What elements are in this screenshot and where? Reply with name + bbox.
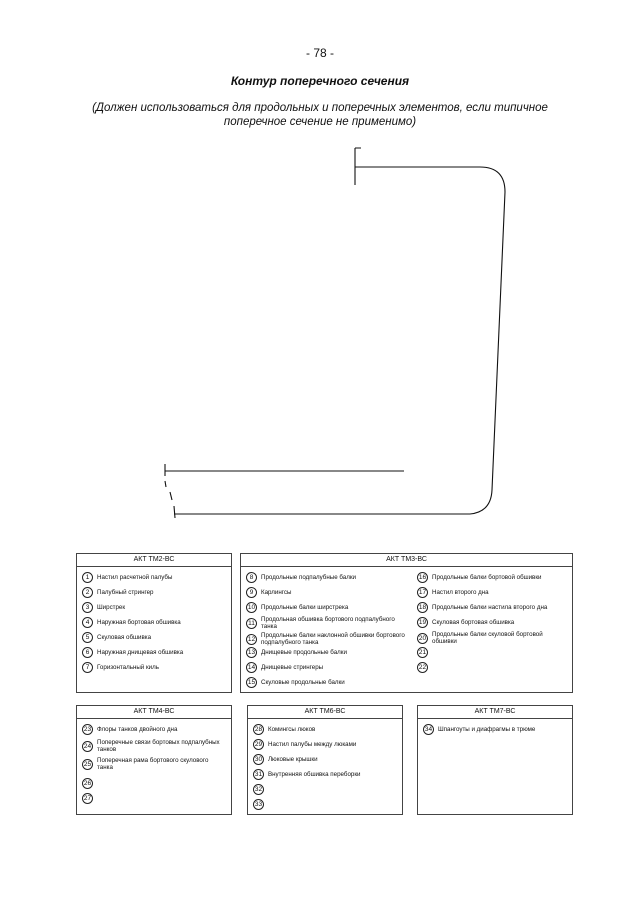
tm3-item [246, 602, 348, 613]
item-number: 32 [254, 786, 263, 793]
tm2-item [82, 632, 151, 643]
item-number: 1 [82, 572, 93, 583]
item-number: 3 [82, 602, 93, 613]
item-number: 7 [82, 662, 93, 673]
tm4-item [82, 739, 222, 753]
item-number: 2 [82, 587, 93, 598]
item-label: Продольная обшивка бортового подпалубного танка [261, 616, 395, 630]
item-label: Карлингсы [261, 589, 292, 596]
item-label: Скуловая бортовая обшивка [432, 619, 515, 626]
tm2-item [82, 572, 172, 583]
tm3-item [246, 572, 356, 583]
item-number: 13 [247, 649, 256, 656]
page-number: - 78 - [305, 46, 334, 60]
tm4-box [76, 705, 232, 815]
item-number: 11 [246, 618, 257, 629]
page-title: Контур поперечного сечения [230, 74, 410, 88]
tm3-item [246, 677, 345, 688]
item-label: Скуловая обшивка [97, 634, 152, 641]
item-label: Днищевые продольные балки [261, 649, 347, 656]
tm4-header: АКТ ТМ4-ВС [77, 706, 231, 719]
item-number: 30 [254, 756, 263, 763]
tm6-item [253, 769, 361, 780]
item-number: 4 [82, 617, 93, 628]
item-number: 5 [82, 632, 93, 643]
item-number: 29 [254, 741, 263, 748]
tm3-item [417, 572, 542, 583]
tm3-item [246, 632, 406, 646]
item-label: Настил расчетной палубы [97, 574, 173, 581]
item-number: 23 [83, 726, 92, 733]
item-label: Флоры танков двойного дна [97, 726, 178, 733]
hull-outline [174, 167, 505, 514]
tm6-box [247, 705, 403, 815]
item-number: 15 [247, 679, 256, 686]
item-label: Наружная бортовая обшивка [97, 619, 181, 626]
tm6-item [253, 754, 318, 765]
item-label: Комингсы люков [268, 726, 316, 733]
tm2-item [82, 587, 154, 598]
tm3-item [246, 662, 323, 673]
tm3-item [246, 647, 347, 658]
item-number: 27 [83, 795, 92, 802]
item-number: 25 [83, 760, 92, 768]
tm7-item [423, 724, 535, 735]
item-label: Горизонтальный киль [97, 664, 159, 671]
item-number: 10 [247, 604, 256, 611]
item-number: 9 [246, 587, 257, 598]
item-number: 20 [418, 634, 427, 642]
tm3-item [417, 662, 432, 673]
tm2-item [82, 647, 183, 658]
tm2-item [82, 662, 159, 673]
item-label: Наружная днищевая обшивка [97, 649, 184, 656]
item-number: 28 [254, 726, 263, 733]
keel-break-line [165, 464, 175, 518]
item-number: 16 [418, 574, 427, 581]
tm3-item [417, 602, 547, 613]
tm7-header: АКТ ТМ7-ВС [418, 706, 572, 719]
item-label: Днищевые стрингеры [261, 664, 324, 671]
tm4-item [82, 757, 222, 771]
tm7-box [417, 705, 573, 815]
item-label: Шпангоуты и диафрагмы в трюме [438, 726, 536, 733]
tm3-header: АКТ ТМ3-ВС [241, 554, 572, 567]
tm2-box [76, 553, 232, 693]
item-label: Ширстрек [97, 604, 126, 611]
item-label: Продольные балки настила второго дна [432, 604, 548, 611]
item-number: 31 [254, 771, 263, 778]
item-label: Продольные балки наклонной обшивки бортового подпалубного танка [261, 632, 405, 646]
item-number: 6 [82, 647, 93, 658]
item-number: 26 [83, 780, 92, 787]
item-number: 34 [424, 726, 433, 733]
tm4-item [82, 778, 97, 789]
item-label: Продольные подпалубные балки [261, 574, 356, 581]
tm3-item [246, 616, 396, 630]
item-label: Скуловые продольные балки [261, 679, 345, 686]
tm6-item [253, 724, 315, 735]
item-number: 17 [418, 589, 427, 596]
tm4-item [82, 793, 97, 804]
item-label: Продольные балки скуловой бортовой обшивки [432, 631, 543, 645]
tm2-item [82, 617, 181, 628]
item-label: Люковые крышки [268, 756, 318, 763]
tm6-item [253, 739, 356, 750]
item-number: 14 [247, 664, 256, 671]
item-label: Поперечная рама бортового скулового танка [97, 757, 209, 771]
item-label: Настил палубы между люками [268, 741, 357, 748]
item-number: 22 [418, 664, 427, 671]
tm6-item [253, 799, 268, 810]
item-label: Внутренняя обшивка переборки [268, 771, 361, 778]
item-label: Поперечные связи бортовых подпалубных танков [97, 739, 220, 753]
tm3-item [417, 647, 432, 658]
item-label: Продольные балки бортовой обшивки [432, 574, 542, 581]
tm3-item [417, 587, 489, 598]
tm6-item [253, 784, 268, 795]
item-number: 8 [246, 572, 257, 583]
tm2-item [82, 602, 125, 613]
item-number: 12 [247, 635, 256, 643]
tm3-item [417, 617, 514, 628]
tm3-item [417, 631, 557, 645]
tm3-item [246, 587, 291, 598]
item-label: Настил второго дна [432, 589, 489, 596]
tm3-box [240, 553, 573, 693]
item-number: 24 [83, 742, 92, 750]
item-label: Палубный стрингер [97, 589, 154, 596]
item-label: Продольные балки ширстрека [261, 604, 349, 611]
item-number: 33 [254, 801, 263, 808]
page-subtitle: (Должен использоваться для продольных и поперечных элементов, если типичное поперечное сечение не применимо) [92, 102, 548, 128]
item-number: 18 [418, 604, 427, 611]
item-number: 21 [418, 649, 427, 656]
tm4-item [82, 724, 177, 735]
tm6-header: АКТ ТМ6-ВС [248, 706, 402, 719]
tm2-header: АКТ ТМ2-ВС [77, 554, 231, 567]
item-number: 19 [418, 619, 427, 626]
